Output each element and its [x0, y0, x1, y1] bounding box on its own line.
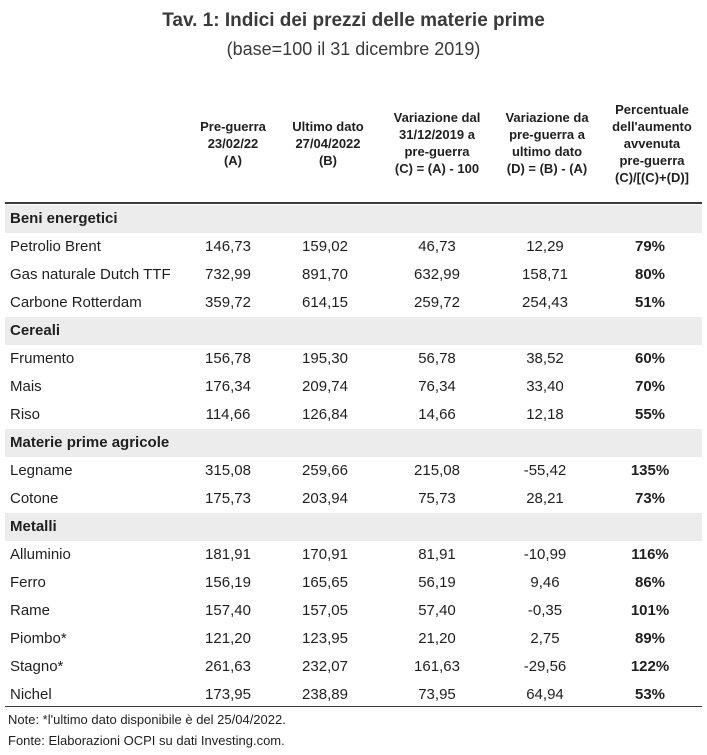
- value-variazione-c: 56,19: [418, 574, 456, 591]
- commodity-name: Frumento: [10, 350, 75, 367]
- value-variazione-d: -0,35: [527, 602, 563, 619]
- value-percentuale: 101%: [630, 602, 670, 619]
- footnote-note: Note: *l'ultimo dato disponibile è del 25/04/2022.: [8, 712, 286, 727]
- value-percentuale: 80%: [634, 266, 666, 283]
- value-variazione-d: 64,94: [526, 686, 564, 703]
- value-percentuale: 122%: [630, 658, 670, 675]
- category-label: Beni energetici: [10, 210, 118, 227]
- value-ultimo-dato: 126,84: [302, 406, 348, 423]
- value-pre-guerra: 121,20: [205, 630, 251, 647]
- value-variazione-d: -29,56: [523, 658, 567, 675]
- commodity-name: Carbone Rotterdam: [10, 294, 142, 311]
- value-variazione-c: 632,99: [414, 266, 460, 283]
- commodity-name: Cotone: [10, 490, 59, 507]
- value-variazione-d: 12,29: [526, 238, 564, 255]
- header-a-line: (A): [223, 152, 243, 168]
- header-d-line: ultimo dato: [511, 144, 583, 159]
- value-ultimo-dato: 238,89: [302, 686, 348, 703]
- commodity-name: Rame: [10, 602, 51, 619]
- value-ultimo-dato: 123,95: [302, 630, 348, 647]
- table-row: [5, 345, 702, 373]
- header-variazione-c: [380, 84, 494, 202]
- value-pre-guerra: 114,66: [205, 406, 251, 423]
- value-pre-guerra: 156,78: [205, 350, 251, 367]
- value-pre-guerra: 261,63: [205, 658, 251, 675]
- value-variazione-c: 76,34: [418, 378, 456, 395]
- commodity-name: Nichel: [10, 686, 52, 703]
- table-row: [5, 625, 702, 653]
- value-percentuale: 51%: [634, 294, 666, 311]
- table-subtitle: (base=100 il 31 dicembre 2019): [226, 39, 481, 59]
- price-index-table: [5, 205, 702, 709]
- table-title: Tav. 1: Indici dei prezzi delle materie prime: [162, 10, 545, 31]
- value-pre-guerra: 181,91: [205, 546, 251, 563]
- value-pre-guerra: 732,99: [205, 266, 251, 283]
- commodity-name: Piombo*: [10, 630, 67, 647]
- header-p-line: Percentuale: [615, 101, 689, 117]
- header-p-line: pre-guerra: [619, 152, 685, 168]
- table-row: [5, 569, 702, 597]
- value-ultimo-dato: 891,70: [302, 266, 348, 283]
- header-p-line: (C)/[(C)+(D)]: [614, 169, 689, 185]
- header-p-line: avvenuta: [623, 135, 681, 151]
- table-row: [5, 681, 702, 709]
- value-ultimo-dato: 170,91: [302, 546, 348, 563]
- value-pre-guerra: 173,95: [205, 686, 251, 703]
- category-row: [5, 317, 702, 345]
- value-percentuale: 73%: [634, 490, 666, 507]
- category-label: Metalli: [10, 518, 57, 535]
- commodity-name: Mais: [10, 378, 42, 395]
- value-variazione-c: 46,73: [418, 238, 456, 255]
- value-variazione-c: 57,40: [418, 602, 456, 619]
- value-variazione-c: 56,78: [418, 350, 456, 367]
- header-c-line: 31/12/2019 a: [399, 127, 475, 142]
- header-divider: [5, 202, 702, 204]
- value-ultimo-dato: 157,05: [302, 602, 348, 619]
- value-ultimo-dato: 165,65: [302, 574, 348, 591]
- header-a-line: Pre-guerra: [200, 118, 266, 134]
- commodity-name: Stagno*: [10, 658, 64, 675]
- category-row: [5, 429, 702, 457]
- value-percentuale: 55%: [634, 406, 666, 423]
- value-pre-guerra: 146,73: [205, 238, 251, 255]
- value-variazione-c: 81,91: [418, 546, 456, 563]
- header-d-line: Variazione da: [505, 110, 589, 125]
- table-bottom-divider: [5, 706, 702, 707]
- value-percentuale: 79%: [634, 238, 666, 255]
- value-variazione-d: 254,43: [522, 294, 568, 311]
- value-pre-guerra: 176,34: [205, 378, 251, 395]
- value-variazione-d: 158,71: [522, 266, 568, 283]
- value-variazione-d: 9,46: [530, 574, 560, 591]
- value-variazione-c: 215,08: [414, 462, 460, 479]
- table-row: [5, 233, 702, 261]
- value-variazione-d: 28,21: [526, 490, 564, 507]
- commodity-name: Petrolio Brent: [10, 238, 101, 255]
- header-c-line: Variazione dal: [393, 110, 481, 125]
- table-row: [5, 653, 702, 681]
- value-pre-guerra: 157,40: [205, 602, 251, 619]
- category-label: Materie prime agricole: [10, 434, 170, 451]
- value-percentuale: 70%: [634, 378, 666, 395]
- value-pre-guerra: 315,08: [205, 462, 251, 479]
- value-ultimo-dato: 232,07: [302, 658, 348, 675]
- header-d-line: pre-guerra a: [509, 127, 585, 142]
- value-variazione-c: 14,66: [418, 406, 456, 423]
- value-variazione-d: 33,40: [526, 378, 564, 395]
- value-pre-guerra: 175,73: [205, 490, 251, 507]
- value-pre-guerra: 359,72: [205, 294, 251, 311]
- value-ultimo-dato: 614,15: [302, 294, 348, 311]
- header-b-line: 27/04/2022: [295, 135, 361, 151]
- header-d-line: (D) = (B) - (A): [506, 161, 588, 176]
- header-variazione-d: [494, 84, 600, 202]
- category-label: Cereali: [10, 322, 61, 339]
- value-percentuale: 116%: [631, 546, 669, 563]
- commodity-name: Legname: [10, 462, 73, 479]
- table-row: [5, 541, 702, 569]
- header-a-line: 23/02/22: [207, 135, 259, 151]
- value-pre-guerra: 156,19: [205, 574, 251, 591]
- header-percentuale: [600, 84, 704, 202]
- header-p-line: dell'aumento: [612, 118, 692, 134]
- value-percentuale: 89%: [634, 630, 666, 647]
- value-variazione-c: 161,63: [414, 658, 460, 675]
- value-ultimo-dato: 209,74: [302, 378, 348, 395]
- table-row: [5, 289, 702, 317]
- value-percentuale: 135%: [630, 462, 670, 479]
- header-ultimo-dato: [280, 84, 376, 202]
- value-ultimo-dato: 159,02: [302, 238, 348, 255]
- table-row: [5, 373, 702, 401]
- value-variazione-c: 75,73: [418, 490, 456, 507]
- table-row: [5, 457, 702, 485]
- value-percentuale: 53%: [634, 686, 666, 703]
- value-variazione-d: 2,75: [530, 630, 560, 647]
- commodity-name: Gas naturale Dutch TTF: [10, 266, 171, 283]
- footnote-source: Fonte: Elaborazioni OCPI su dati Investing.com.: [8, 733, 285, 748]
- table-row: [5, 401, 702, 429]
- value-variazione-d: 38,52: [526, 350, 564, 367]
- header-pre-guerra: [188, 84, 278, 202]
- value-variazione-d: 12,18: [526, 406, 564, 423]
- value-variazione-c: 259,72: [414, 294, 460, 311]
- table-row: [5, 485, 702, 513]
- value-percentuale: 60%: [634, 350, 666, 367]
- commodity-name: Alluminio: [10, 546, 71, 563]
- table-row: [5, 597, 702, 625]
- category-row: [5, 205, 702, 233]
- header-c-line: pre-guerra: [404, 144, 470, 159]
- footnotes: [8, 709, 286, 751]
- commodity-name: Ferro: [10, 574, 46, 591]
- header-c-line: (C) = (A) - 100: [394, 161, 480, 176]
- header-b-line: Ultimo dato: [292, 118, 364, 134]
- value-ultimo-dato: 259,66: [302, 462, 348, 479]
- value-variazione-d: -10,99: [523, 546, 567, 563]
- commodity-name: Riso: [10, 406, 41, 423]
- value-ultimo-dato: 195,30: [302, 350, 348, 367]
- table-row: [5, 261, 702, 289]
- value-variazione-c: 21,20: [418, 630, 456, 647]
- category-row: [5, 513, 702, 541]
- header-b-line: (B): [318, 152, 338, 168]
- value-percentuale: 86%: [634, 574, 666, 591]
- value-variazione-d: -55,42: [523, 462, 567, 479]
- value-ultimo-dato: 203,94: [302, 490, 348, 507]
- value-variazione-c: 73,95: [418, 686, 456, 703]
